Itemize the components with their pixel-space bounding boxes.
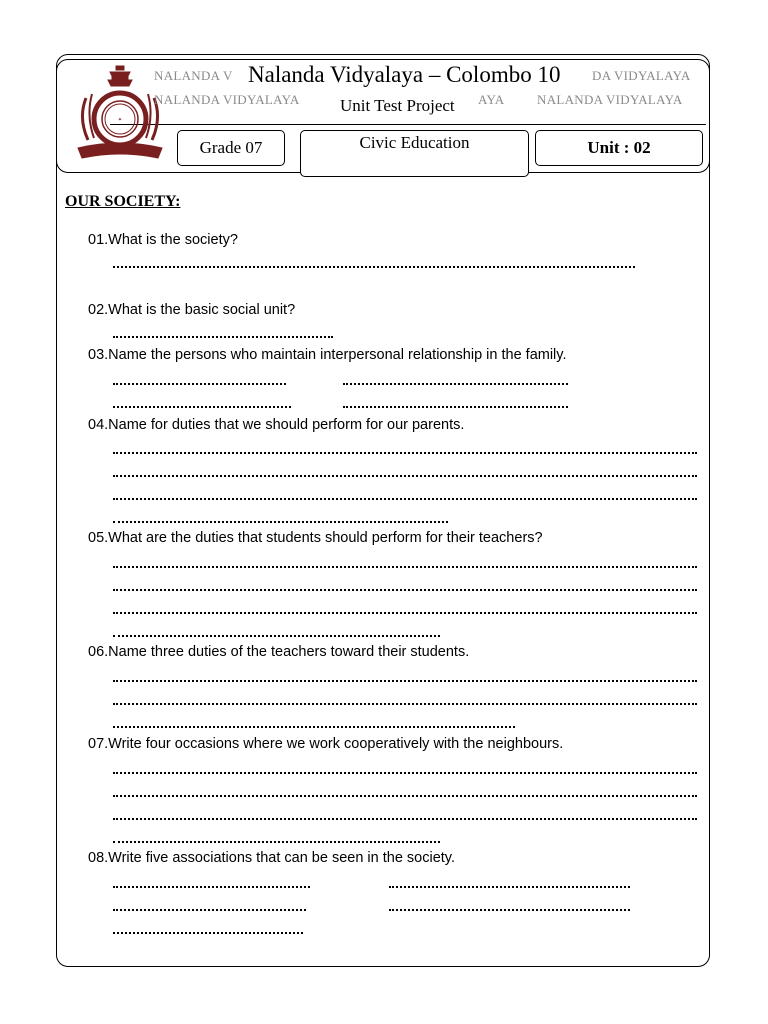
answer-line[interactable]: [113, 635, 440, 637]
answer-line[interactable]: [113, 703, 697, 705]
header-divider: [110, 124, 706, 125]
answer-line[interactable]: [113, 886, 310, 888]
grade-box: [177, 130, 285, 166]
watermark-text: DA VIDYALAYA: [592, 68, 691, 83]
answer-line[interactable]: [113, 521, 448, 523]
answer-line[interactable]: [113, 452, 697, 454]
answer-line[interactable]: [113, 612, 697, 614]
answer-line[interactable]: [113, 475, 697, 477]
answer-line[interactable]: [113, 383, 286, 385]
question-4: 04.Name for duties that we should perform for our parents.: [88, 417, 465, 433]
answer-line[interactable]: [113, 795, 697, 797]
watermark-text: NALANDA V: [154, 68, 233, 83]
question-7: 07.Write four occasions where we work cooperatively with the neighbours.: [88, 736, 564, 752]
section-heading: OUR SOCIETY:: [65, 193, 181, 210]
answer-line[interactable]: [113, 498, 697, 500]
answer-line[interactable]: [113, 566, 697, 568]
watermark-text: NALANDA VIDYALAYA: [154, 92, 300, 107]
answer-line[interactable]: [113, 406, 291, 408]
answer-line[interactable]: [113, 336, 333, 338]
answer-line[interactable]: [113, 726, 515, 728]
grade-label: Grade 07: [199, 138, 263, 157]
answer-line[interactable]: [113, 266, 635, 268]
question-5: 05.What are the duties that students should perform for their teachers?: [88, 530, 543, 546]
answer-line[interactable]: [343, 383, 568, 385]
answer-line[interactable]: [343, 406, 568, 408]
subject-label: Civic Education: [359, 133, 470, 152]
answer-line[interactable]: [113, 589, 697, 591]
answer-line[interactable]: [113, 772, 697, 774]
project-title: Unit Test Project: [340, 96, 455, 115]
answer-line[interactable]: [389, 886, 630, 888]
question-3: 03.Name the persons who maintain interpersonal relationship in the family.: [88, 347, 567, 363]
watermark-text: AYA: [478, 92, 505, 107]
answer-line[interactable]: [389, 909, 630, 911]
answer-line[interactable]: [113, 818, 697, 820]
worksheet-frame: [56, 54, 710, 967]
answer-line[interactable]: [113, 680, 697, 682]
unit-label: Unit : 02: [587, 138, 651, 157]
svg-text:✦: ✦: [117, 117, 123, 123]
question-2: 02.What is the basic social unit?: [88, 302, 296, 318]
answer-line[interactable]: [113, 909, 306, 911]
school-title: Nalanda Vidyalaya – Colombo 10: [248, 62, 561, 87]
answer-line[interactable]: [113, 932, 303, 934]
answer-line[interactable]: [113, 841, 440, 843]
question-6: 06.Name three duties of the teachers toward their students.: [88, 644, 470, 660]
question-1: 01.What is the society?: [88, 232, 238, 248]
question-8: 08.Write five associations that can be seen in the society.: [88, 850, 455, 866]
watermark-text: NALANDA VIDYALAYA: [537, 92, 683, 107]
subject-box: [300, 130, 529, 177]
unit-box: [535, 130, 703, 166]
